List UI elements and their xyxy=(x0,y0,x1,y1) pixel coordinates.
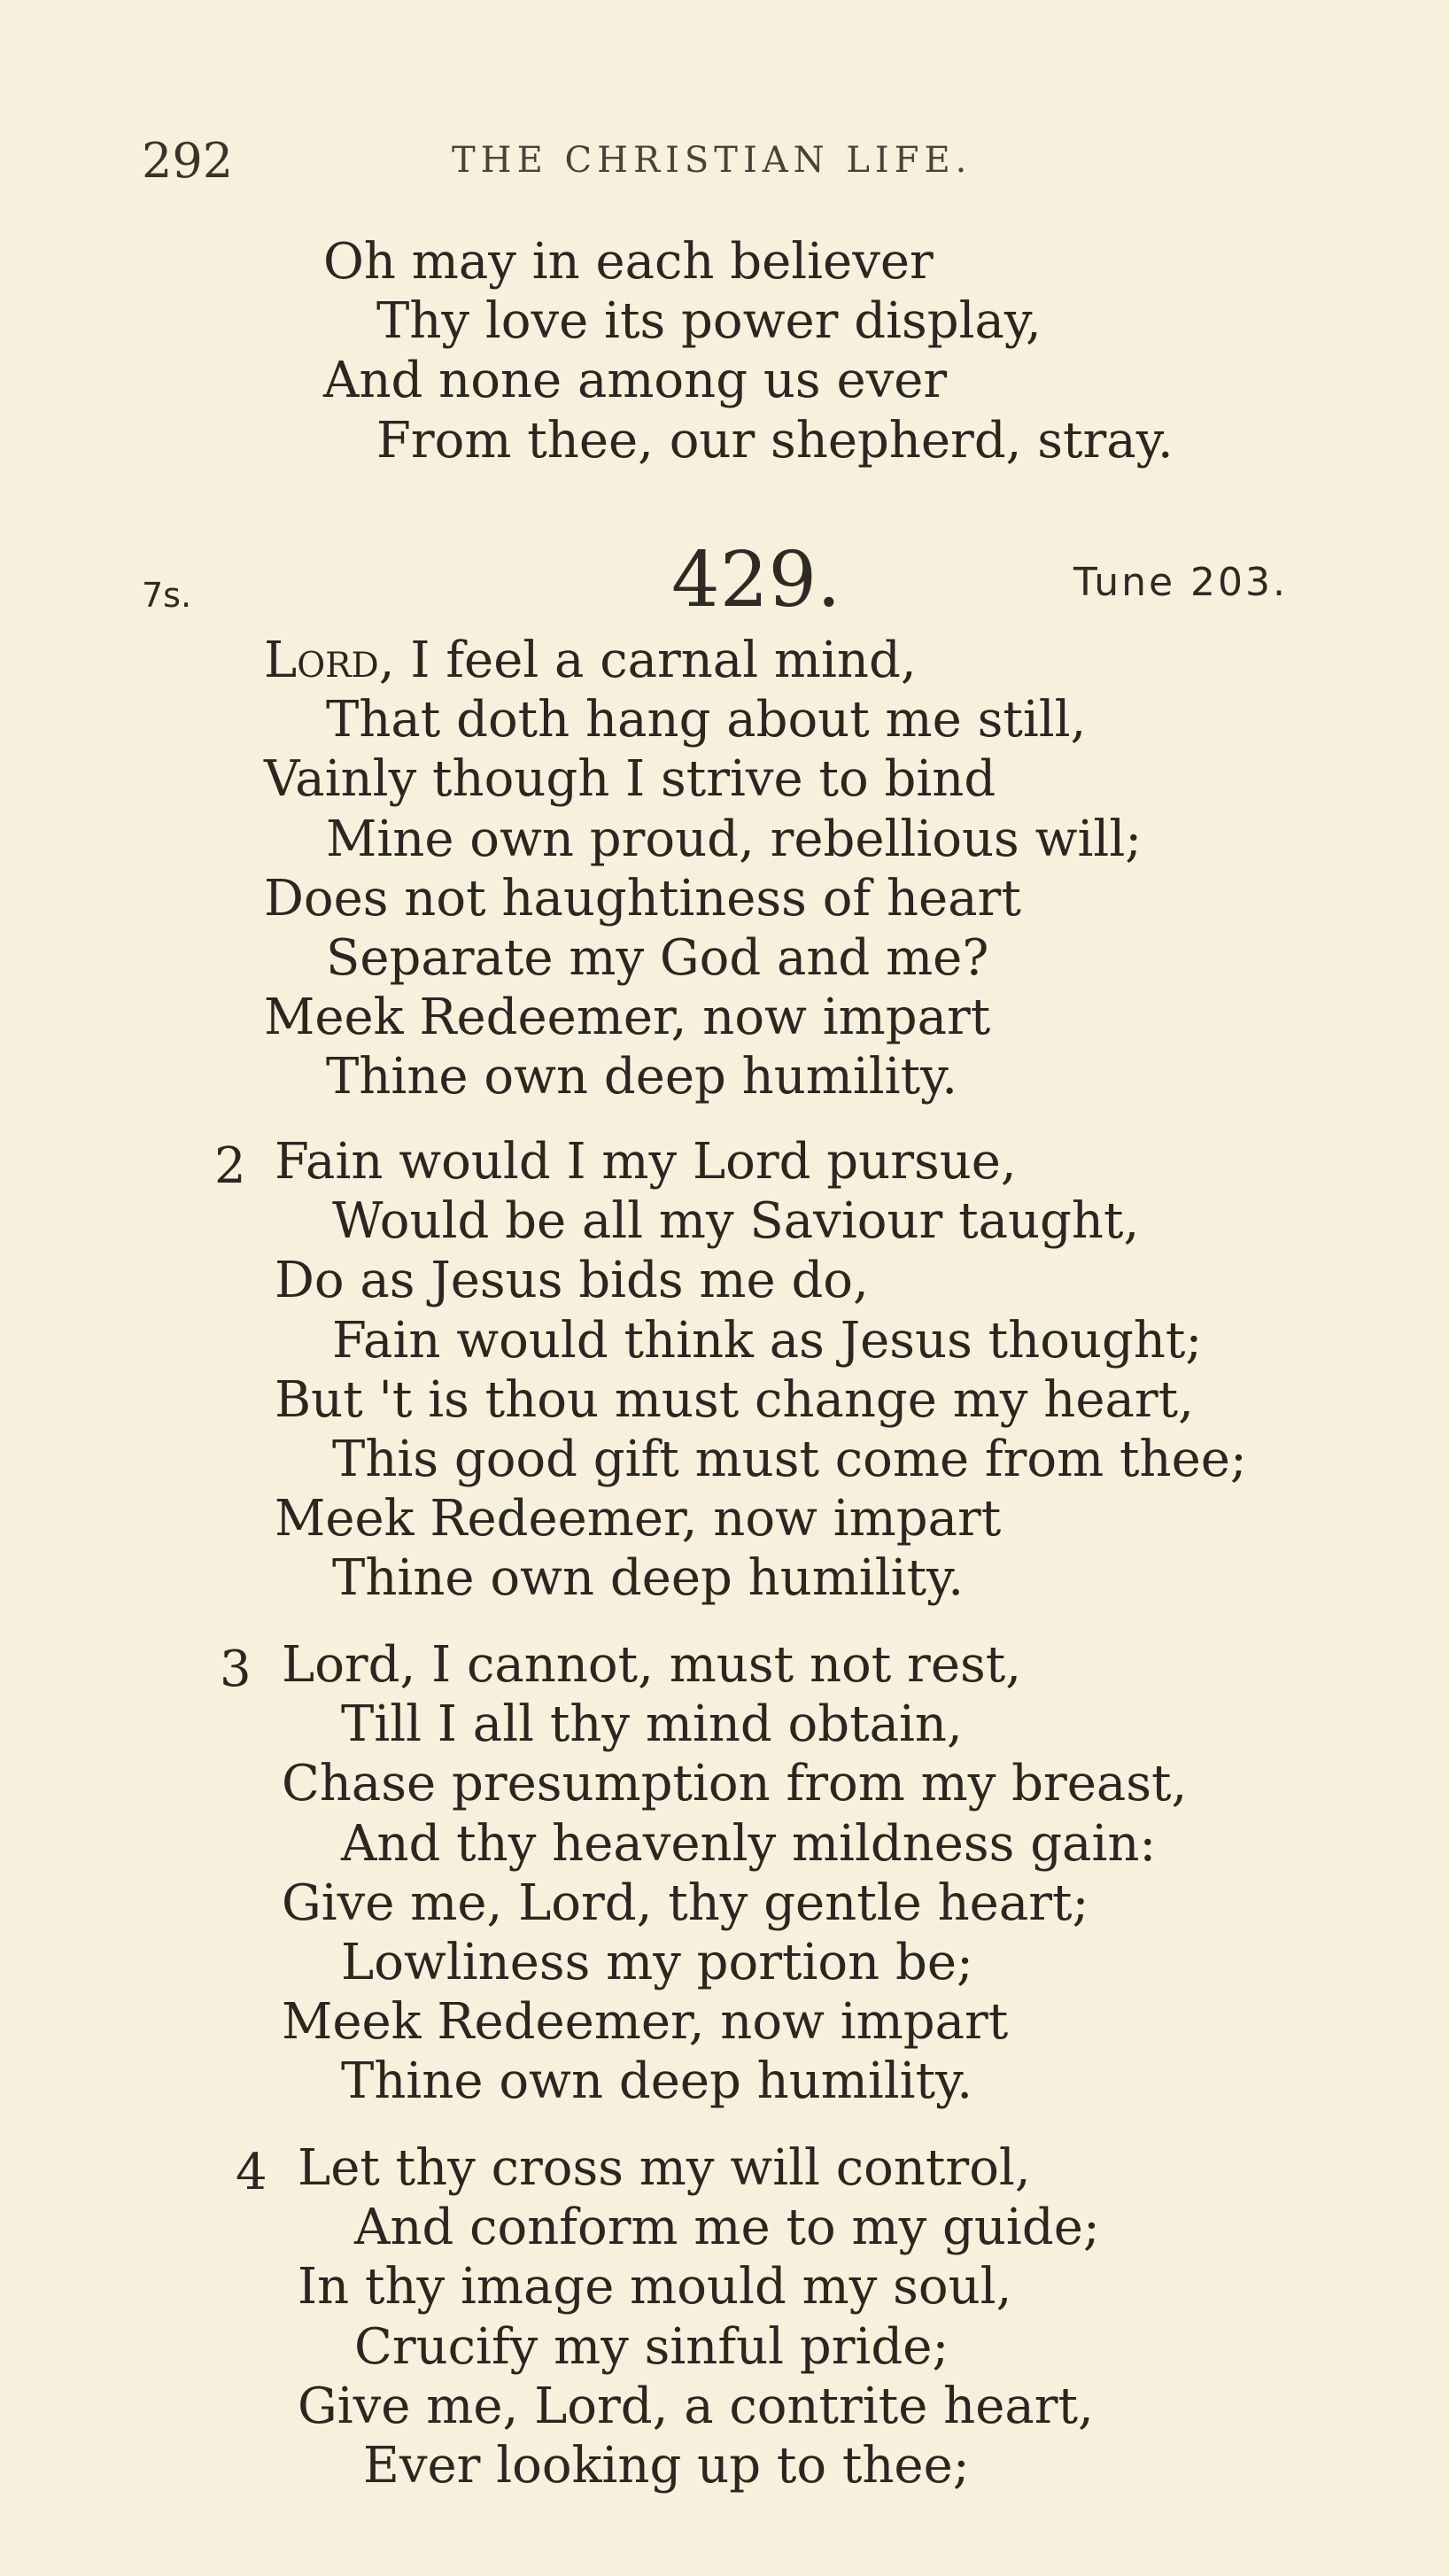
hymn-meter: 7s. xyxy=(142,576,192,615)
verse-line: Thine own deep humility. xyxy=(341,2052,973,2110)
verse-line: Till I all thy mind obtain, xyxy=(341,1695,963,1753)
verse-line: This good gift must come from thee; xyxy=(332,1431,1247,1488)
verse-line: Let thy cross my will control, xyxy=(298,2139,1031,2197)
first-word: Lord, xyxy=(264,632,395,689)
verse-line: Meek Redeemer, now impart xyxy=(264,989,991,1046)
verse-line: Ever looking up to thee; xyxy=(363,2437,970,2495)
verse-number: 2 xyxy=(214,1137,246,1195)
verse-line: Chase presumption from my breast, xyxy=(282,1755,1188,1812)
verse-line: Fain would think as Jesus thought; xyxy=(332,1312,1203,1369)
verse-line: Crucify my sinful pride; xyxy=(354,2318,949,2376)
verse-line: Give me, Lord, thy gentle heart; xyxy=(282,1874,1089,1932)
verse-line: Lowliness my portion be; xyxy=(341,1934,973,1991)
previous-stanza-line: From thee, our shepherd, stray. xyxy=(376,412,1174,469)
verse-1-line-1 xyxy=(264,632,917,689)
verse-line: Mine own proud, rebellious will; xyxy=(326,811,1143,868)
previous-stanza-line: Thy love its power display, xyxy=(376,292,1042,350)
verse-line: Does not haughtiness of heart xyxy=(264,870,1021,927)
previous-stanza-line: And none among us ever xyxy=(323,352,948,409)
verse-line: That doth hang about me still, xyxy=(326,691,1087,749)
verse-line: Meek Redeemer, now impart xyxy=(275,1490,1002,1548)
verse-line: Vainly though I strive to bind xyxy=(264,750,996,808)
verse-number: 4 xyxy=(236,2144,267,2201)
verse-line: Do as Jesus bids me do, xyxy=(275,1252,869,1309)
verse-line: In thy image mould my soul, xyxy=(298,2258,1012,2316)
verse-line: And conform me to my guide; xyxy=(354,2199,1100,2256)
tune-reference: Tune 203. xyxy=(1073,560,1288,605)
verse-line: Thine own deep humility. xyxy=(326,1048,958,1106)
page-number: 292 xyxy=(142,133,234,189)
verse-line-text: I feel a carnal mind, xyxy=(394,632,917,689)
verse-line: Give me, Lord, a contrite heart, xyxy=(298,2378,1094,2435)
verse-line: Thine own deep humility. xyxy=(332,1549,965,1607)
verse-line: Lord, I cannot, must not rest, xyxy=(282,1636,1021,1694)
running-head: THE CHRISTIAN LIFE. xyxy=(452,140,972,181)
verse-line: Fain would I my Lord pursue, xyxy=(275,1133,1017,1191)
previous-stanza-line: Oh may in each believer xyxy=(323,233,934,291)
verse-line: Would be all my Saviour taught, xyxy=(332,1192,1140,1250)
verse-line: But 't is thou must change my heart, xyxy=(275,1371,1194,1429)
verse-line: Meek Redeemer, now impart xyxy=(282,1993,1009,2051)
verse-number: 3 xyxy=(220,1641,252,1698)
page-header xyxy=(142,133,1027,189)
verse-line: And thy heavenly mildness gain: xyxy=(341,1815,1157,1873)
hymn-number: 429. xyxy=(671,536,841,625)
verse-line: Separate my God and me? xyxy=(326,929,989,987)
